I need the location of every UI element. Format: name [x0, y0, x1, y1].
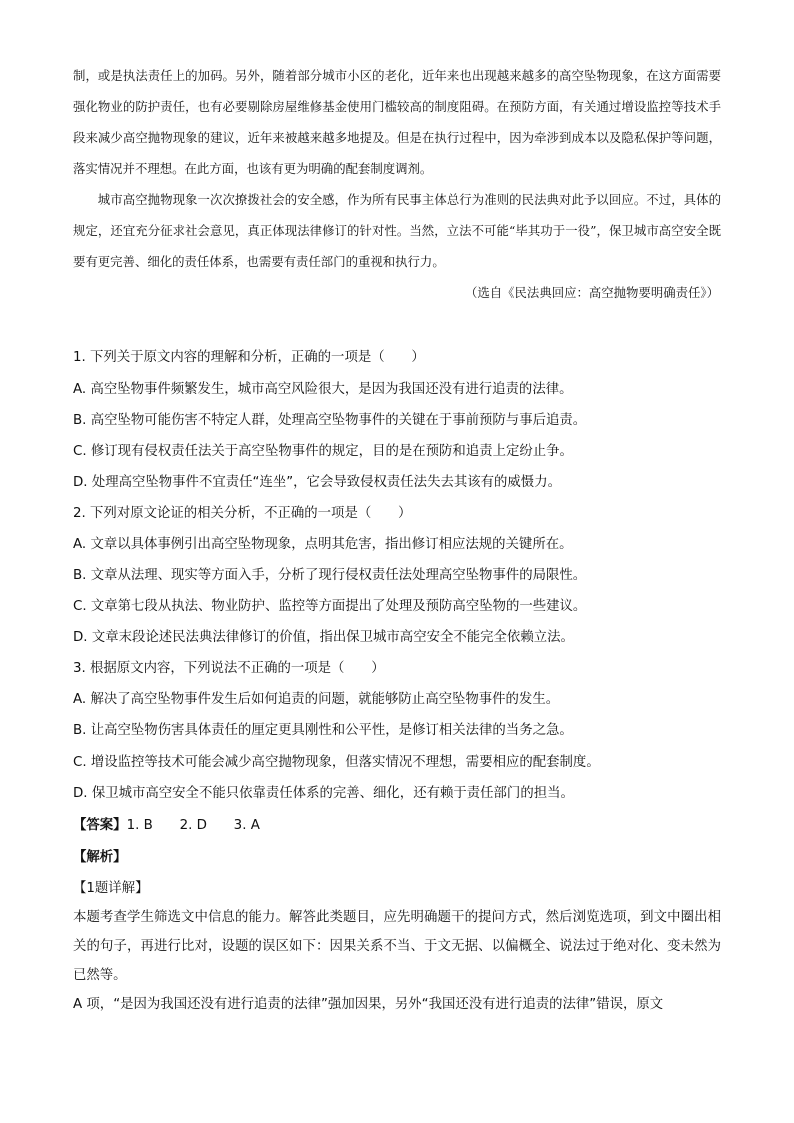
question-1-option-a: A. 高空坠物事件频繁发生，城市高空风险很大，是因为我国还没有进行追责的法律。	[73, 382, 573, 397]
question-3-option-c: C. 增设监控等技术可能会减少高空抛物现象，但落实情况不理想，需要相应的配套制度。	[73, 755, 600, 770]
question-3-option-a: A. 解决了高空坠物事件发生后如何追责的问题，就能够防止高空坠物事件的发生。	[73, 692, 560, 707]
question-2-stem: 2. 下列对原文论证的相关分析，不正确的一项是（ ）	[73, 506, 412, 521]
analysis-label: 【解析】	[73, 850, 127, 865]
question-2-option-d: D. 文章末段论述民法典法律修订的价值，指出保卫城市高空安全不能完全依赖立法。	[73, 630, 574, 645]
question-1-option-b: B. 高空坠物可能伤害不特定人群，处理高空坠物事件的关键在于事前预防与事后追责。	[73, 413, 587, 428]
question-1-stem: 1. 下列关于原文内容的理解和分析，正确的一项是（ ）	[73, 350, 425, 365]
passage-source: （选自《民法典回应：高空抛物要明确责任》）	[464, 285, 719, 300]
analysis-block	[73, 903, 721, 1019]
answer-text: 1. B 2. D 3. A	[126, 818, 260, 833]
analysis-paragraph-1: 本题考查学生筛选文中信息的能力。解答此类题目，应先明确题干的提问方式，然后浏览选项，到文中圈出相关的句子，再进行比对，设题的误区如下：因果关系不当、于文无据、以偏概全、说法过于绝对化、变未然为已然等。	[73, 910, 721, 983]
reading-passage	[73, 60, 721, 308]
question-1-option-d: D. 处理高空坠物事件不宜责任“连坐”，它会导致侵权责任法失去其该有的威慑力。	[73, 475, 561, 490]
answer-label: 【答案】	[73, 818, 127, 833]
detail-label: 【1题详解】	[73, 881, 149, 896]
analysis-paragraph-2: A 项，“是因为我国还没有进行追责的法律”强加因果，另外“我国还没有进行追责的法律”错误，原文	[73, 997, 664, 1012]
passage-paragraph-2: 城市高空抛物现象一次次撩拨社会的安全感，作为所有民事主体总行为准则的民法典对此予以回应。不过，具体的规定，还宜充分征求社会意见，真正体现法律修订的针对性。当然，立法不可能“毕其功于一役”，保卫城市高空安全既要有更完善、细化的责任体系，也需要有责任部门的重视和执行力。	[73, 192, 721, 269]
question-2-option-b: B. 文章从法理、现实等方面入手，分析了现行侵权责任法处理高空坠物事件的局限性。	[73, 568, 587, 583]
question-2-option-a: A. 文章以具体事例引出高空坠物现象，点明其危害，指出修订相应法规的关键所在。	[73, 537, 573, 552]
question-3-option-d: D. 保卫城市高空安全不能只依靠责任体系的完善、细化，还有赖于责任部门的担当。	[73, 786, 574, 801]
question-1-option-c: C. 修订现有侵权责任法关于高空坠物事件的规定，目的是在预防和追责上定纷止争。	[73, 444, 573, 459]
question-2-option-c: C. 文章第七段从执法、物业防护、监控等方面提出了处理及预防高空坠物的一些建议。	[73, 599, 587, 614]
question-3-stem: 3. 根据原文内容，下列说法不正确的一项是（ ）	[73, 661, 385, 676]
answer-line	[73, 814, 260, 833]
passage-paragraph-1: 制，或是执法责任上的加码。另外，随着部分城市小区的老化，近年来也出现越来越多的高空坠物现象，在这方面需要强化物业的防护责任，也有必要剔除房屋维修基金使用门槛较高的制度阻碍。在预防方面，有关通过增设监控等技术手段来减少高空抛物现象的建议，近年来被越来越多地提及。但是在执行过程中，因为牵涉到成本以及隐私保护等问题，落实情况并不理想。在此方面，也该有更为明确的配套制度调剂。	[73, 68, 721, 176]
question-3-option-b: B. 让高空坠物伤害具体责任的厘定更具刚性和公平性，是修订相关法律的当务之急。	[73, 723, 573, 738]
